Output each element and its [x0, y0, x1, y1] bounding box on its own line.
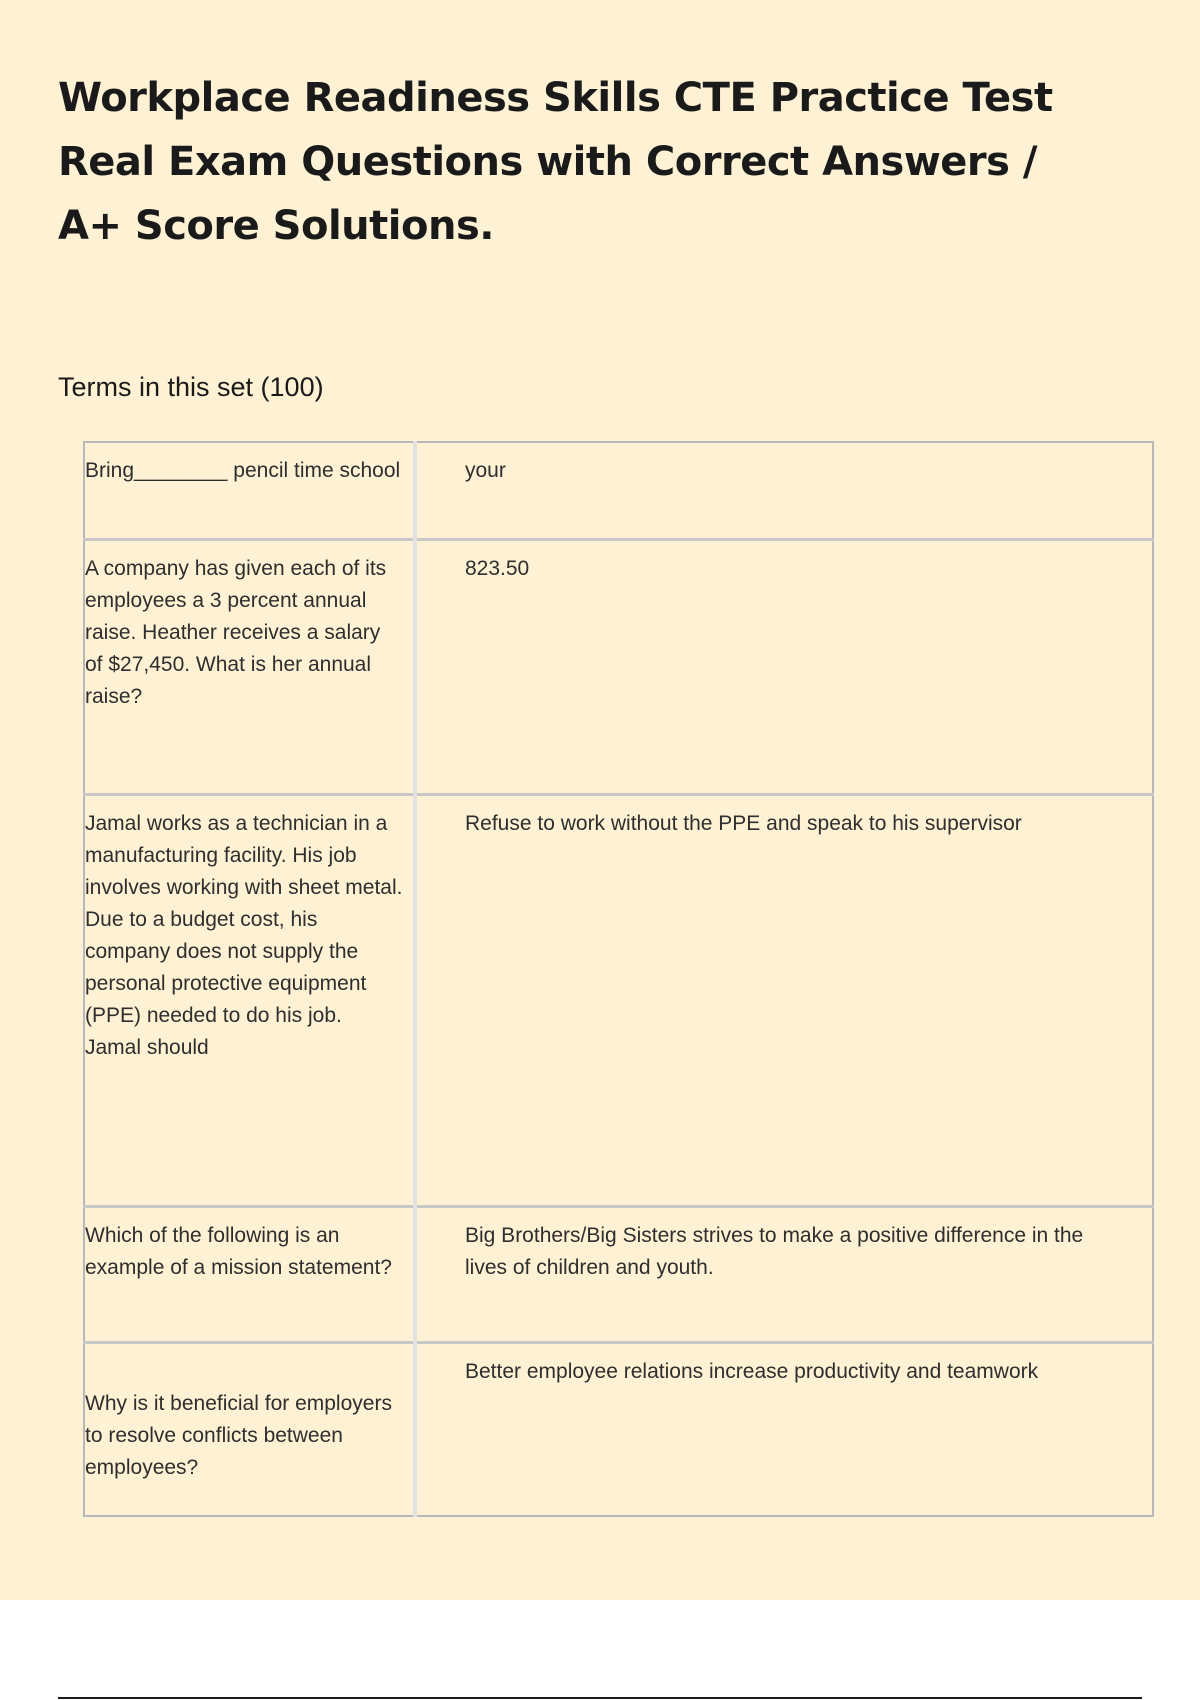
definition-text: Refuse to work without the PPE and speak to his supervisor: [415, 794, 1153, 1206]
term-text: Bring________ pencil time school: [84, 442, 415, 539]
definition-text: 823.50: [415, 539, 1153, 794]
table-row: [84, 442, 1153, 539]
definition-text: Big Brothers/Big Sisters strives to make a positive difference in the lives of children and youth.: [415, 1206, 1153, 1342]
table-row: [84, 1206, 1153, 1342]
term-text: Jamal works as a technician in a manufacturing facility. His job involves working with sheet metal. Due to a budget cost, his company does not supply the personal protective equipment (PPE) needed to do his job. Jamal should: [84, 794, 415, 1206]
terms-count-label: Terms in this set (100): [58, 372, 324, 402]
page-title: Workplace Readiness Skills CTE Practice Test Real Exam Questions with Correct Answers / A+ Score Solutions.: [58, 75, 1053, 249]
table-row: [84, 539, 1153, 794]
table-row: [84, 1342, 1153, 1516]
terms-table: [83, 441, 1154, 1517]
definition-text: your: [415, 442, 1153, 539]
table-row: [84, 794, 1153, 1206]
definition-text: Better employee relations increase productivity and teamwork: [465, 1359, 1039, 1383]
footer-divider: [58, 1697, 1142, 1699]
term-text: Which of the following is an example of a mission statement?: [84, 1206, 415, 1342]
term-text: Why is it beneficial for employers to resolve conflicts between employees?: [84, 1342, 415, 1516]
term-text: A company has given each of its employees a 3 percent annual raise. Heather receives a salary of $27,450. What is her annual raise?: [84, 539, 415, 794]
